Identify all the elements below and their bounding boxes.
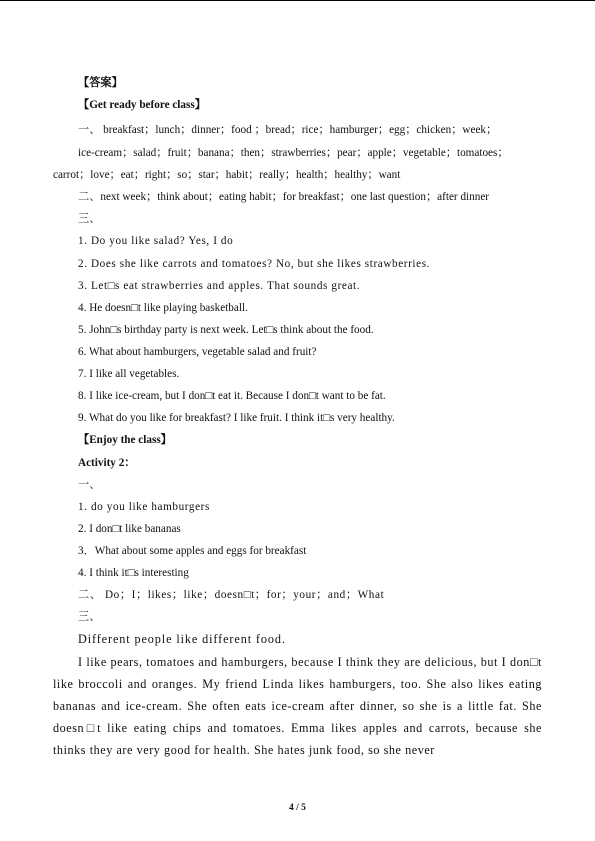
page-number: 4 / 5 [289, 803, 306, 813]
part2-line: 二、next week；think about；eating habit；for breakfast；one last question；after dinner [78, 191, 490, 203]
act-item-4: 4. I think it□s interesting [78, 567, 189, 579]
heading-enjoy: 【Enjoy the class】 [78, 434, 172, 446]
sentence-3: 3. Let□s eat strawberries and apples. That sounds great. [78, 280, 361, 292]
part3-label: 三、 [78, 213, 101, 225]
part1-line3: carrot；love；eat；right；so；star；habit；really；health；healthy；want [53, 169, 401, 181]
sentence-1: 1. Do you like salad? Yes, I do [78, 235, 234, 247]
sentence-8: 8. I like ice-cream, but I don□t eat it. Because I don□t want to be fat. [78, 390, 386, 402]
sentence-9: 9. What do you like for breakfast? I like fruit. I think it□s very healthy. [78, 412, 395, 424]
page-top-border [0, 0, 595, 1]
heading-get-ready: 【Get ready before class】 [78, 99, 206, 111]
sentence-2: 2. Does she like carrots and tomatoes? No, but she likes strawberries. [78, 258, 431, 270]
act-part2-line: 二、 Do；I；likes；like；doesn□t；for；your；and；What [78, 589, 385, 601]
heading-answer: 【答案】 [78, 77, 123, 89]
act-part3-label: 三、 [78, 611, 101, 623]
act-item-2: 2. I don□t like bananas [78, 523, 181, 535]
passage-title: Different people like different food. [78, 632, 286, 646]
act-part1-label: 一、 [78, 479, 101, 491]
activity-label: Activity 2： [78, 457, 136, 469]
sentence-4: 4. He doesn□t like playing basketball. [78, 302, 248, 314]
sentence-6: 6. What about hamburgers, vegetable salad and fruit? [78, 346, 317, 358]
act-item-1: 1. do you like hamburgers [78, 501, 210, 513]
part1-line1: 一、 breakfast；lunch；dinner；food ；bread；rice；hamburger；egg；chicken；week； [78, 124, 498, 136]
sentence-7: 7. I like all vegetables. [78, 368, 180, 380]
passage-paragraph: I like pears, tomatoes and hamburgers, because I think they are delicious, but I don□t like broccoli and oranges. My friend Linda likes hamburgers, too. She also likes eating bananas and ice-cream. She often eats ice-cream after dinner, so she is a little fat. She doesn□t like eating chips and tomatoes. Emma likes apples and carrots, because she thinks they are very good for health. She hates junk food, so she never [53, 655, 542, 757]
sentence-5: 5. John□s birthday party is next week. Let□s think about the food. [78, 324, 374, 336]
act-item-3: 3．What about some apples and eggs for breakfast [78, 545, 307, 557]
part1-line2: ice-cream；salad；fruit；banana；then；strawberries；pear；apple；vegetable；tomatoes； [78, 147, 509, 159]
